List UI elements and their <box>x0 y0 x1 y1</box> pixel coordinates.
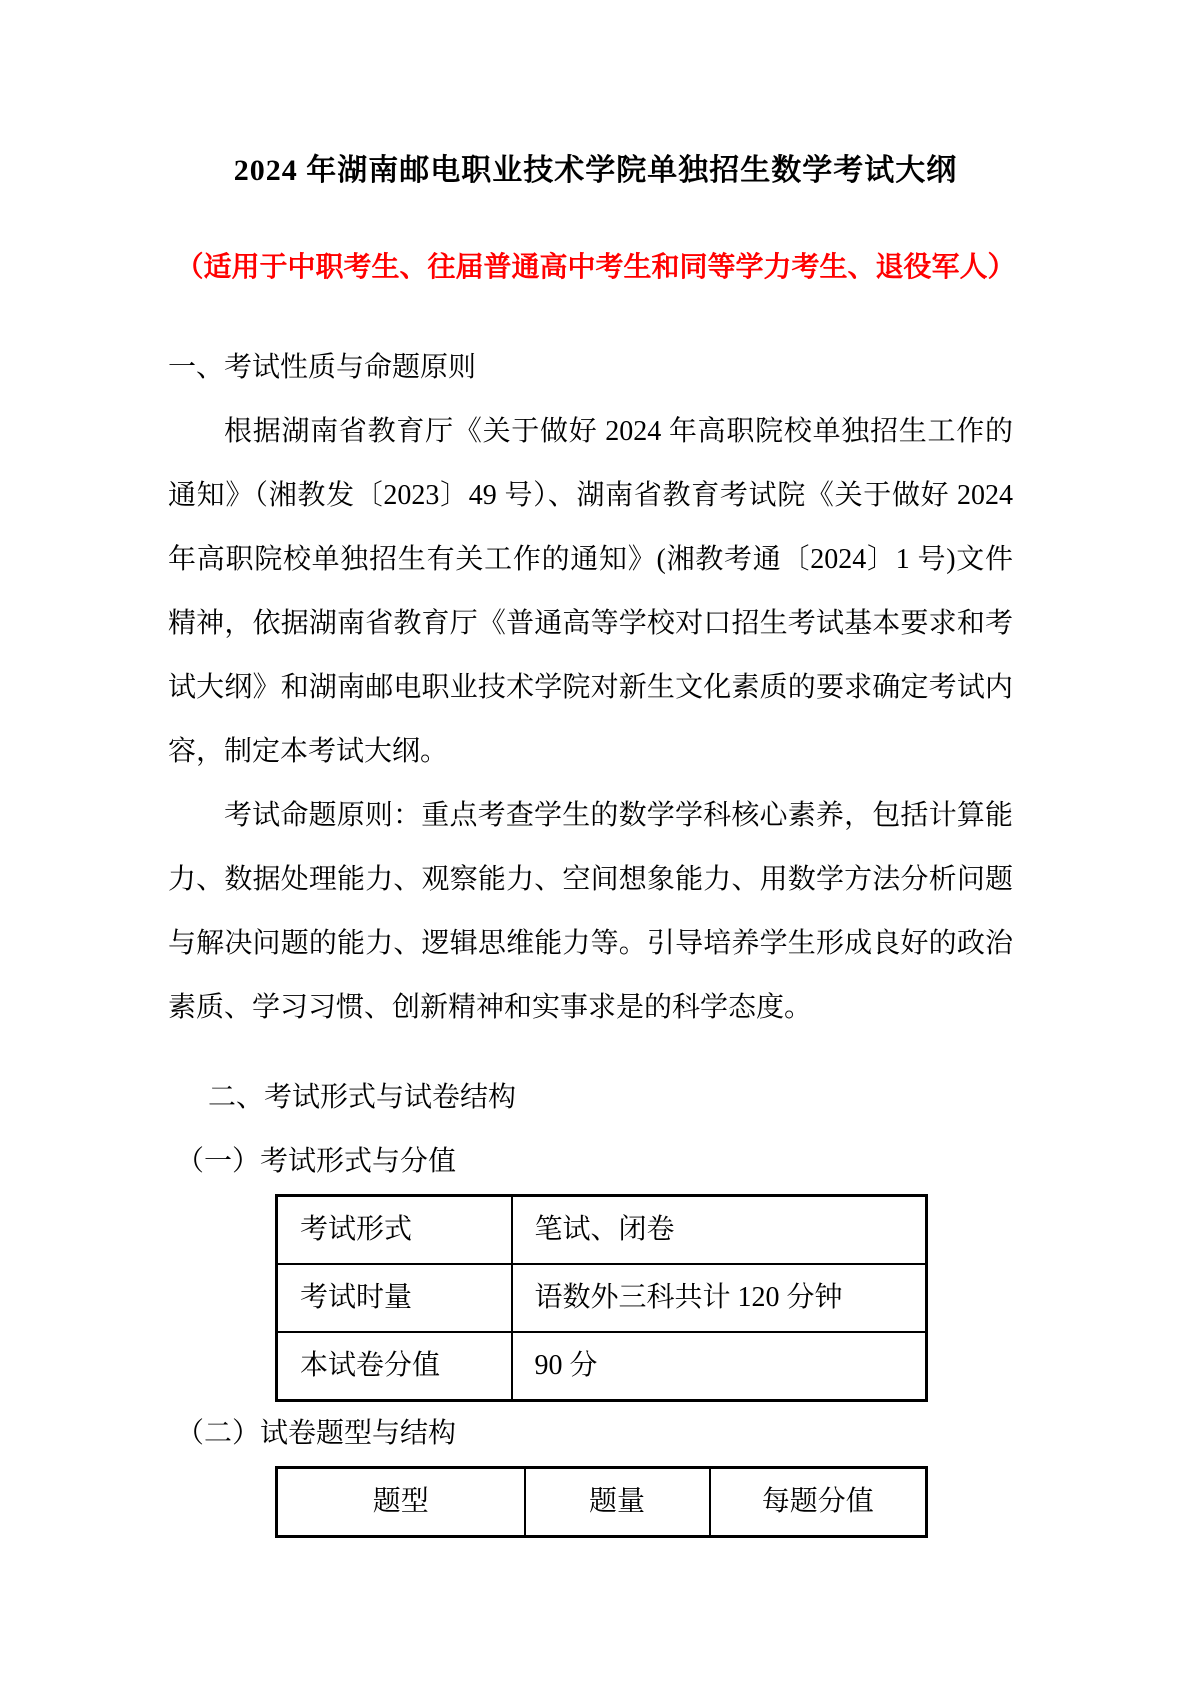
table-header-row <box>277 1468 927 1537</box>
subsection-1-heading: （一）考试形式与分值 <box>176 1146 457 1177</box>
question-structure-table <box>275 1466 928 1538</box>
exam-score-value: 90 分 <box>512 1332 927 1401</box>
section-1-heading: 一、考试性质与命题原则 <box>168 352 477 383</box>
table-row <box>277 1264 927 1332</box>
document-body <box>168 336 1013 1538</box>
exam-format-value: 笔试、闭卷 <box>512 1196 927 1265</box>
document-subtitle: （适用于中职考生、往届普通高中考生和同等学力考生、退役军人） <box>175 252 1016 283</box>
section-2-heading: 二、考试形式与试卷结构 <box>208 1082 517 1113</box>
question-type-header: 题型 <box>277 1468 525 1537</box>
exam-duration-value: 语数外三科共计 120 分钟 <box>512 1264 927 1332</box>
subsection-2-heading: （二）试卷题型与结构 <box>176 1418 457 1449</box>
section-1-paragraph-1: 根据湖南省教育厅《关于做好 2024 年高职院校单独招生工作的通知》（湘教发〔2023〕49 号）、湖南省教育考试院《关于做好 2024 年高职院校单独招生有关工作的通知》(湘教考通〔2024〕1 号)文件精神，依据湖南省教育厅《普通高等学校对口招生考试基本要求和考试大纲》和湖南邮电职业技术学院对新生文化素质的要求确定考试内容，制定本考试大纲。 <box>168 416 1013 767</box>
exam-duration-label: 考试时量 <box>277 1264 512 1332</box>
exam-format-label: 考试形式 <box>277 1196 512 1265</box>
table-row <box>277 1196 927 1265</box>
exam-score-label: 本试卷分值 <box>277 1332 512 1401</box>
table-row <box>277 1332 927 1401</box>
question-count-header: 题量 <box>525 1468 710 1537</box>
document-title: 2024 年湖南邮电职业技术学院单独招生数学考试大纲 <box>233 154 958 187</box>
exam-format-table <box>275 1194 928 1402</box>
question-score-header: 每题分值 <box>710 1468 927 1537</box>
section-1-paragraph-2: 考试命题原则：重点考查学生的数学学科核心素养，包括计算能力、数据处理能力、观察能力、空间想象能力、用数学方法分析问题与解决问题的能力、逻辑思维能力等。引导培养学生形成良好的政治素质、学习习惯、创新精神和实事求是的科学态度。 <box>168 800 1013 1023</box>
